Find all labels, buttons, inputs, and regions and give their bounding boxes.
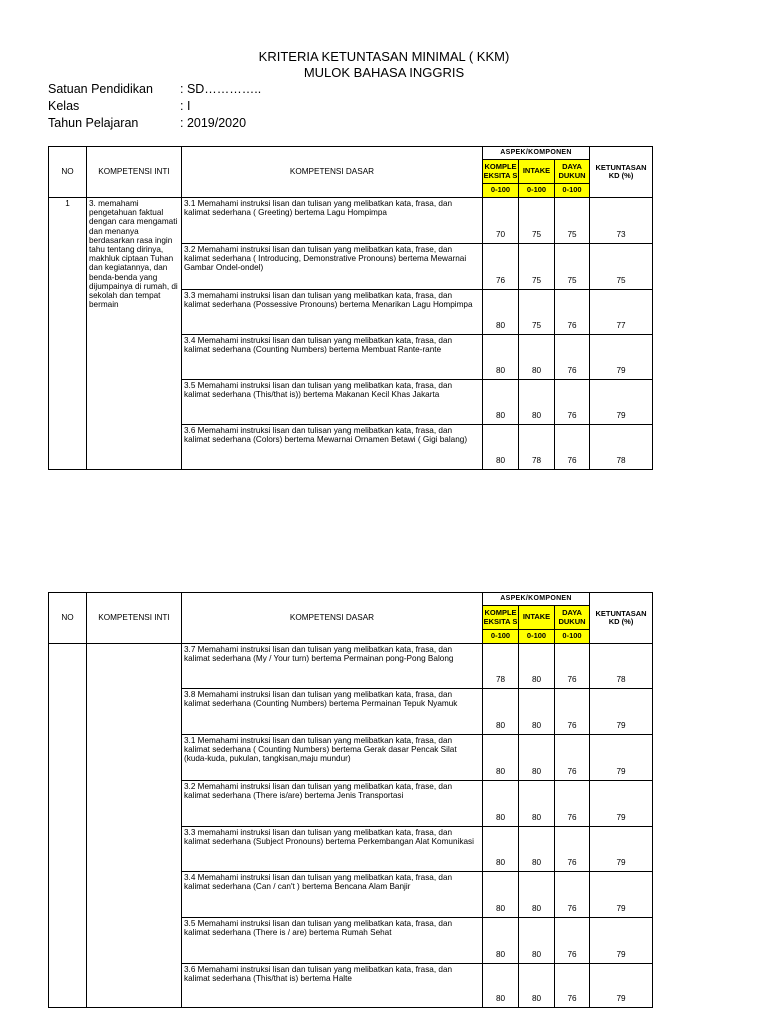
document-subtitle: MULOK BAHASA INGGRIS — [303, 65, 465, 80]
value-intake: 80 — [519, 735, 555, 781]
kompetensi-dasar-text: 3.4 Memahami instruksi lisan dan tulisan yang melibatkan kata, frasa, dan kalimat sederhana (Counting Numbers) bertema Membuat Rante-rante — [182, 335, 483, 380]
value-daya-dukung: 76 — [555, 425, 590, 470]
kompetensi-dasar-text: 3.6 Memahami instruksi lisan dan tulisan yang melibatkan kata, frasa, dan kalimat sederhana (Colors) bertema Mewarnai Ornamen Betawi ( Gigi balang) — [182, 425, 483, 470]
value-kompleksitas: 80 — [483, 918, 519, 964]
value-ketuntasan: 79 — [590, 872, 653, 918]
value-ketuntasan: 73 — [590, 198, 653, 244]
value-daya-dukung: 76 — [555, 918, 590, 964]
kompetensi-inti-empty — [87, 644, 182, 1008]
header-kompetensi-inti: KOMPETENSI INTI — [87, 147, 182, 198]
value-kompleksitas: 80 — [483, 689, 519, 735]
value-kompleksitas: 70 — [483, 198, 519, 244]
value-daya-dukung: 76 — [555, 964, 590, 1008]
row-number: 1 — [49, 198, 87, 470]
value-intake: 80 — [519, 335, 555, 380]
kompetensi-dasar-text: 3.2 Memahami instruksi lisan dan tulisan yang melibatkan kata, frase, dan kalimat sederhana ( Introducing, Demonstrative Pronouns) bertema Mewarnai Gambar Ondel-ondel) — [182, 244, 483, 290]
meta-label: Kelas — [48, 99, 80, 113]
kompetensi-dasar-text: 3.2 Memahami instruksi lisan dan tulisan yang melibatkan kata, frase, dan kalimat sederhana (There is/are) bertema Jenis Transportasi — [182, 781, 483, 827]
value-ketuntasan: 79 — [590, 918, 653, 964]
value-daya-dukung: 75 — [555, 244, 590, 290]
meta-kelas — [48, 99, 190, 113]
value-daya-dukung: 76 — [555, 335, 590, 380]
meta-label: Satuan Pendidikan — [48, 82, 153, 96]
value-daya-dukung: 76 — [555, 735, 590, 781]
header-no: NO — [49, 593, 87, 644]
header-range: 0-100 — [483, 184, 519, 198]
kompetensi-dasar-text: 3.6 Memahami instruksi lisan dan tulisan yang melibatkan kata, frasa, dan kalimat sederhana (This/that is) bertema Halte — [182, 964, 483, 1008]
document-title: KRITERIA KETUNTASAN MINIMAL ( KKM) — [258, 49, 510, 64]
header-range: 0-100 — [519, 630, 555, 644]
value-daya-dukung: 76 — [555, 827, 590, 872]
header-range: 0-100 — [555, 630, 590, 644]
header-kompleksitas: KOMPLE EKSITA S — [483, 606, 519, 630]
kompetensi-dasar-text: 3.3 memahami instruksi lisan dan tulisan yang melibatkan kata, frasa, dan kalimat sederhana (Possessive Pronouns) bertema Menarikan Lagu Hompimpa — [182, 290, 483, 335]
value-intake: 80 — [519, 964, 555, 1008]
value-intake: 80 — [519, 872, 555, 918]
header-daya-dukung: DAYA DUKUN — [555, 606, 590, 630]
value-daya-dukung: 76 — [555, 689, 590, 735]
value-kompleksitas: 80 — [483, 827, 519, 872]
header-ketuntasan: KETUNTASAN KD (%) — [590, 147, 653, 198]
meta-label: Tahun Pelajaran — [48, 116, 139, 130]
header-kompetensi-dasar: KOMPETENSI DASAR — [182, 593, 483, 644]
value-ketuntasan: 79 — [590, 735, 653, 781]
header-no: NO — [49, 147, 87, 198]
table-row — [49, 644, 653, 689]
kompetensi-dasar-text: 3.5 Memahami instruksi lisan dan tulisan yang melibatkan kata, frasa, dan kalimat sederhana (This/that is)) bertema Makanan Kecil Khas Jakarta — [182, 380, 483, 425]
value-ketuntasan: 77 — [590, 290, 653, 335]
value-kompleksitas: 80 — [483, 425, 519, 470]
kompetensi-dasar-text: 3.4 Memahami instruksi lisan dan tulisan yang melibatkan kata, frasa, dan kalimat sederhana (Can / can't ) bertema Bencana Alam Banjir — [182, 872, 483, 918]
value-kompleksitas: 76 — [483, 244, 519, 290]
value-ketuntasan: 79 — [590, 335, 653, 380]
value-ketuntasan: 78 — [590, 425, 653, 470]
meta-value: : 2019/2020 — [180, 116, 247, 130]
value-ketuntasan: 79 — [590, 964, 653, 1008]
kompetensi-inti-text: 3. memahami pengetahuan faktual dengan cara mengamati dan menanya berdasarkan rasa ingin tahu tentang dirinya, makhluk ciptaan Tuhan dan kegiatannya, dan benda-benda yang dijumpainya di rumah, di sekolah dan tempat bermain — [87, 198, 182, 470]
header-kompleksitas: KOMPLE EKSITA S — [483, 160, 519, 184]
kompetensi-dasar-text: 3.5 Memahami instruksi lisan dan tulisan yang melibatkan kata, frasa, dan kalimat sederhana (There is / are) bertema Rumah Sehat — [182, 918, 483, 964]
header-kompetensi-inti: KOMPETENSI INTI — [87, 593, 182, 644]
header-daya-dukung: DAYA DUKUN — [555, 160, 590, 184]
value-intake: 80 — [519, 644, 555, 689]
value-intake: 78 — [519, 425, 555, 470]
kompetensi-dasar-text: 3.3 memahami instruksi lisan dan tulisan yang melibatkan kata, frasa, dan kalimat sederhana (Subject Pronouns) bertema Perkembangan Alat Komunikasi — [182, 827, 483, 872]
header-range: 0-100 — [519, 184, 555, 198]
value-kompleksitas: 80 — [483, 290, 519, 335]
header-kompetensi-dasar: KOMPETENSI DASAR — [182, 147, 483, 198]
value-ketuntasan: 79 — [590, 689, 653, 735]
value-daya-dukung: 75 — [555, 198, 590, 244]
value-kompleksitas: 80 — [483, 380, 519, 425]
header-range: 0-100 — [555, 184, 590, 198]
value-ketuntasan: 75 — [590, 244, 653, 290]
value-intake: 75 — [519, 244, 555, 290]
meta-value: : SD………….. — [180, 82, 262, 96]
kompetensi-dasar-text: 3.7 Memahami instruksi lisan dan tulisan yang melibatkan kata, frasa, dan kalimat sederhana (My / Your turn) bertema Permainan pong-Pong Balong — [182, 644, 483, 689]
meta-value: : I — [180, 99, 191, 113]
header-ketuntasan: KETUNTASAN KD (%) — [590, 593, 653, 644]
value-intake: 80 — [519, 689, 555, 735]
value-daya-dukung: 76 — [555, 872, 590, 918]
table-row — [49, 198, 653, 244]
value-intake: 80 — [519, 781, 555, 827]
value-kompleksitas: 80 — [483, 781, 519, 827]
kompetensi-dasar-text: 3.1 Memahami instruksi lisan dan tulisan yang melibatkan kata, frasa, dan kalimat sederhana ( Counting Numbers) bertema Gerak dasar Pencak Silat (kuda-kuda, pukulan, tangkisan,maju mundur) — [182, 735, 483, 781]
value-ketuntasan: 79 — [590, 380, 653, 425]
value-kompleksitas: 80 — [483, 735, 519, 781]
value-kompleksitas: 80 — [483, 964, 519, 1008]
kkm-table-2 — [48, 592, 653, 1008]
header-intake: INTAKE — [519, 160, 555, 184]
kkm-table-1 — [48, 146, 653, 470]
header-intake: INTAKE — [519, 606, 555, 630]
header-aspek-komponen: ASPEK/KOMPONEN — [483, 147, 590, 160]
value-kompleksitas: 80 — [483, 335, 519, 380]
value-intake: 75 — [519, 290, 555, 335]
value-intake: 80 — [519, 918, 555, 964]
kompetensi-dasar-text: 3.8 Memahami instruksi lisan dan tulisan yang melibatkan kata, frasa, dan kalimat sederhana (Counting Numbers) bertema Permainan Tepuk Nyamuk — [182, 689, 483, 735]
value-ketuntasan: 79 — [590, 827, 653, 872]
header-aspek-komponen: ASPEK/KOMPONEN — [483, 593, 590, 606]
header-range: 0-100 — [483, 630, 519, 644]
value-daya-dukung: 76 — [555, 380, 590, 425]
meta-satuan — [48, 82, 261, 96]
row-number-empty — [49, 644, 87, 1008]
value-ketuntasan: 79 — [590, 781, 653, 827]
value-kompleksitas: 80 — [483, 872, 519, 918]
value-daya-dukung: 76 — [555, 781, 590, 827]
kompetensi-dasar-text: 3.1 Memahami instruksi lisan dan tulisan yang melibatkan kata, frasa, dan kalimat sederhana ( Greeting) bertema Lagu Hompimpa — [182, 198, 483, 244]
value-intake: 80 — [519, 827, 555, 872]
value-ketuntasan: 78 — [590, 644, 653, 689]
value-daya-dukung: 76 — [555, 290, 590, 335]
meta-tahun — [48, 116, 246, 130]
value-intake: 75 — [519, 198, 555, 244]
value-daya-dukung: 76 — [555, 644, 590, 689]
value-intake: 80 — [519, 380, 555, 425]
value-kompleksitas: 78 — [483, 644, 519, 689]
